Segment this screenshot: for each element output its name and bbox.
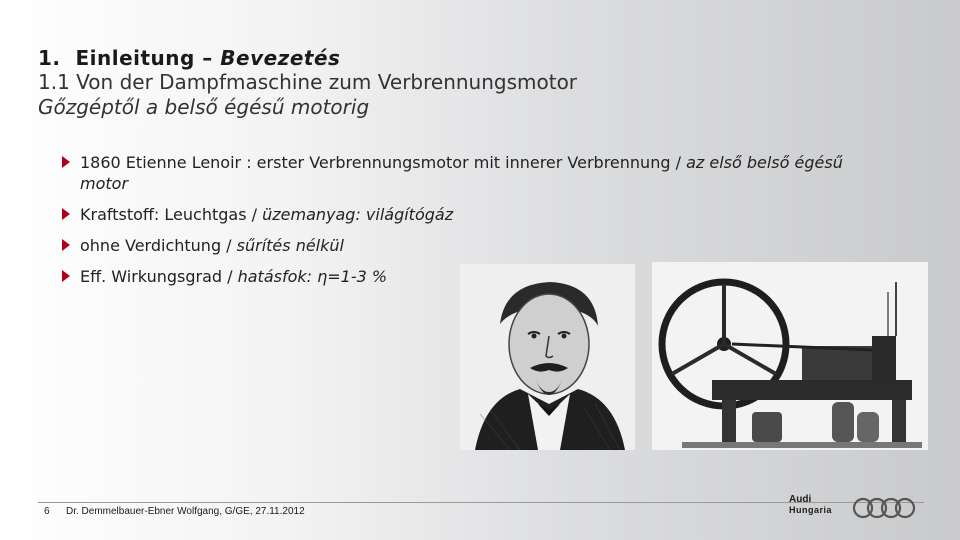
lenoir-engine-image [652, 262, 928, 450]
bullet-triangle-icon [62, 156, 70, 168]
slide-title [38, 46, 577, 120]
bullet-text-hu: üzemanyag: világítógáz [262, 205, 454, 224]
bullet-item [58, 235, 858, 256]
brand-audi: Audi [789, 494, 812, 505]
audi-rings-icon [852, 496, 916, 520]
bullet-text-hu: az első belső égésű motor [80, 153, 843, 193]
bullet-text-de: Kraftstoff: Leuchtgas / [80, 205, 263, 224]
title-de: Einleitung – [75, 46, 221, 70]
brand-hungaria: Hungaria [789, 505, 833, 515]
title-line-2: 1.1 Von der Dampfmaschine zum Verbrennungsmotor [38, 70, 578, 94]
lenoir-portrait-image [460, 264, 635, 450]
bullet-text-de: ohne Verdichtung / [80, 236, 237, 255]
footer-author: Dr. Demmelbauer-Ebner Wolfgang, G/GE, 27.11.2012 [66, 506, 305, 517]
title-line-3: Gőzgéptől a belső égésű motorig [38, 95, 370, 119]
bullet-item [58, 204, 858, 225]
bullet-triangle-icon [62, 270, 70, 282]
bullet-text-hu: hatásfok: η=1-3 % [237, 267, 388, 286]
bullet-triangle-icon [62, 208, 70, 220]
bullet-text-hu: sűrítés nélkül [236, 236, 344, 255]
title-line-1 [38, 46, 577, 70]
bullet-triangle-icon [62, 239, 70, 251]
brand-text [789, 494, 832, 516]
page-number: 6 [44, 506, 50, 517]
title-hu: Bevezetés [220, 46, 341, 70]
bullet-text-de: Eff. Wirkungsgrad / [80, 267, 238, 286]
bullet-item [58, 152, 858, 194]
bullet-text-de: 1860 Etienne Lenoir : erster Verbrennungsmotor mit innerer Verbrennung / [80, 153, 687, 172]
section-number: 1. [38, 46, 61, 70]
